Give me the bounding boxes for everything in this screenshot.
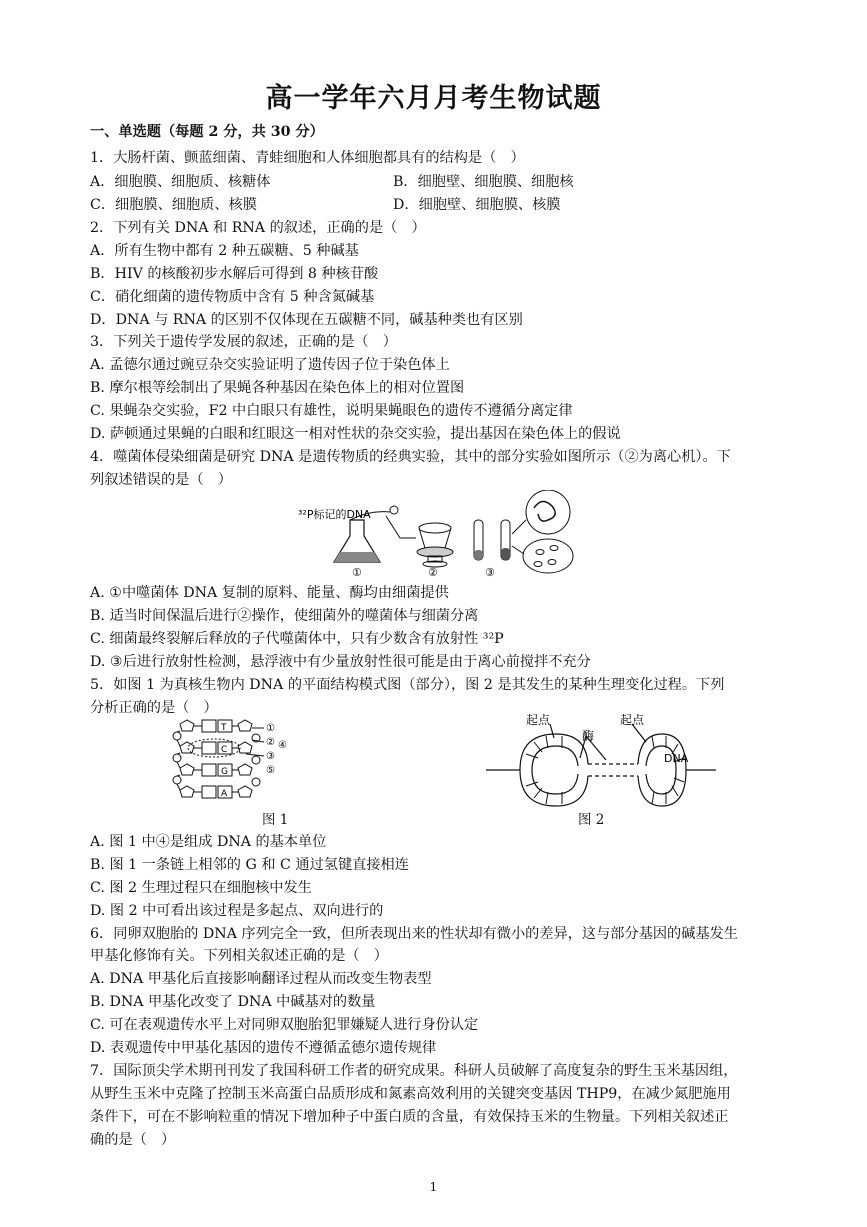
q4-option-b: B. 适当时间保温后进行②操作，使细菌外的噬菌体与细菌分离 xyxy=(90,608,479,624)
q4-stem-line1: 4．噬菌体侵染细菌是研究 DNA 是遗传物质的经典实验，其中的部分实验如图所示（②为离心机）。下 xyxy=(90,449,731,465)
mark-3: ③ xyxy=(266,751,275,762)
fig-num-3: ③ xyxy=(485,566,495,579)
q2-option-d: D．DNA 与 RNA 的区别不仅体现在五碳糖不同，碱基种类也有区别 xyxy=(90,312,523,328)
base-g: G xyxy=(221,767,228,777)
q5-option-d: D. 图 2 中可看出该过程是多起点、双向进行的 xyxy=(90,903,384,919)
q1-option-b: B．细胞壁、细胞膜、细胞核 xyxy=(393,174,574,190)
q3-option-c: C. 果蝇杂交实验，F2 中白眼只有雄性，说明果蝇眼色的遗传不遵循分离定律 xyxy=(90,403,573,419)
q6-option-c: C. 可在表观遗传水平上对同卵双胞胎犯罪嫌疑人进行身份认定 xyxy=(90,1017,479,1033)
mark-5: ⑤ xyxy=(266,765,275,776)
q6-option-d: D. 表观遗传中甲基化基因的遗传不遵循孟德尔遗传规律 xyxy=(90,1040,437,1056)
figure-1-caption: 图 1 xyxy=(262,812,289,828)
q5-stem-line2: 分析正确的是（ ） xyxy=(90,700,218,716)
page-number: 1 xyxy=(429,1180,438,1194)
q1-stem: 1．大肠杆菌、颤蓝细菌、青蛙细胞和人体细胞都具有的结构是（ ） xyxy=(90,150,525,166)
dna-replication-figure-2 xyxy=(486,712,716,812)
q2-option-a: A．所有生物中都有 2 种五碳糖、5 种碱基 xyxy=(90,243,359,259)
q6-option-b: B. DNA 甲基化改变了 DNA 中碱基对的数量 xyxy=(90,994,376,1010)
q7-stem-line4: 确的是（ ） xyxy=(90,1132,176,1148)
fig-label-32p: ³²P标记的DNA xyxy=(298,508,371,521)
q5-option-b: B. 图 1 一条链上相邻的 G 和 C 通过氢键直接相连 xyxy=(90,857,409,873)
base-t: T xyxy=(221,723,227,733)
origin-label-2: 起点 xyxy=(620,713,645,727)
q6-stem-line2: 甲基化修饰有关。下列相关叙述正确的是（ ） xyxy=(90,948,388,964)
q3-option-d: D. 萨顿通过果蝇的白眼和红眼这一相对性状的杂交实验，提出基因在染色体上的假说 xyxy=(90,426,621,442)
mark-2: ② xyxy=(266,737,275,748)
dna-label: DNA xyxy=(664,752,689,765)
q6-stem-line1: 6．同卵双胞胎的 DNA 序列完全一致，但所表现出来的性状却有微小的差异，这与部分基因的碱基发生 xyxy=(90,926,738,942)
q4-option-d: D. ③后进行放射性检测，悬浮液中有少量放射性很可能是由于离心前搅拌不充分 xyxy=(90,654,591,670)
q1-option-c: C．细胞膜、细胞质、核膜 xyxy=(90,197,257,213)
q2-option-b: B．HIV 的核酸初步水解后可得到 8 种核苷酸 xyxy=(90,266,379,282)
q3-stem: 3．下列关于遗传学发展的叙述，正确的是（ ） xyxy=(90,334,397,350)
q1-option-d: D．细胞壁、细胞膜、核膜 xyxy=(393,197,561,213)
q7-stem-line1: 7．国际顶尖学术期刊刊发了我国科研工作者的研究成果。科研人员破解了高度复杂的野生玉米基因组， xyxy=(90,1063,738,1079)
q1-option-a: A．细胞膜、细胞质、核糖体 xyxy=(90,174,271,190)
origin-label-1: 起点 xyxy=(526,713,551,727)
q2-stem: 2．下列有关 DNA 和 RNA 的叙述，正确的是（ ） xyxy=(90,220,426,236)
mark-1: ① xyxy=(266,723,275,734)
q6-option-a: A. DNA 甲基化后直接影响翻译过程从而改变生物表型 xyxy=(90,971,432,987)
page-title: 高一学年六月月考生物试题 xyxy=(265,83,602,114)
q4-stem-line2: 列叙述错误的是（ ） xyxy=(90,472,232,488)
base-c: C xyxy=(221,745,228,755)
q3-option-b: B. 摩尔根等绘制出了果蝇各种基因在染色体上的相对位置图 xyxy=(90,380,465,396)
q4-option-a: A. ①中噬菌体 DNA 复制的原料、能量、酶均由细菌提供 xyxy=(90,585,449,601)
q7-stem-line3: 条件下，可在不影响粒重的情况下增加种子中蛋白质的含量，有效保持玉米的生物量。下列相关叙述正 xyxy=(90,1109,729,1125)
phage-experiment-figure xyxy=(290,490,580,580)
q4-option-c: C. 细菌最终裂解后释放的子代噬菌体中，只有少数含有放射性 ³²P xyxy=(90,631,504,647)
q5-option-c: C. 图 2 生理过程只在细胞核中发生 xyxy=(90,880,312,896)
q2-option-c: C．硝化细菌的遗传物质中含有 5 种含氮碱基 xyxy=(90,289,375,305)
q5-option-a: A. 图 1 中④是组成 DNA 的基本单位 xyxy=(90,834,327,850)
q7-stem-line2: 从野生玉米中克隆了控制玉米高蛋白品质形成和氮素高效利用的关键突变基因 THP9，在减少氮肥施用 xyxy=(90,1086,731,1102)
fig-num-1: ① xyxy=(352,566,362,579)
mark-4: ④ xyxy=(278,740,287,751)
fig-num-2: ② xyxy=(428,566,438,579)
enzyme-label: 酶 xyxy=(582,729,595,743)
q5-stem-line1: 5．如图 1 为真核生物内 DNA 的平面结构模式图（部分），图 2 是其发生的某种生理变化过程。下列 xyxy=(90,677,725,693)
figure-2-caption: 图 2 xyxy=(578,812,605,828)
section-heading: 一、单选题（每题 2 分，共 30 分） xyxy=(90,124,324,140)
dna-structure-figure-1 xyxy=(170,718,290,806)
base-a: A xyxy=(221,789,228,799)
q3-option-a: A. 孟德尔通过豌豆杂交实验证明了遗传因子位于染色体上 xyxy=(90,357,450,373)
